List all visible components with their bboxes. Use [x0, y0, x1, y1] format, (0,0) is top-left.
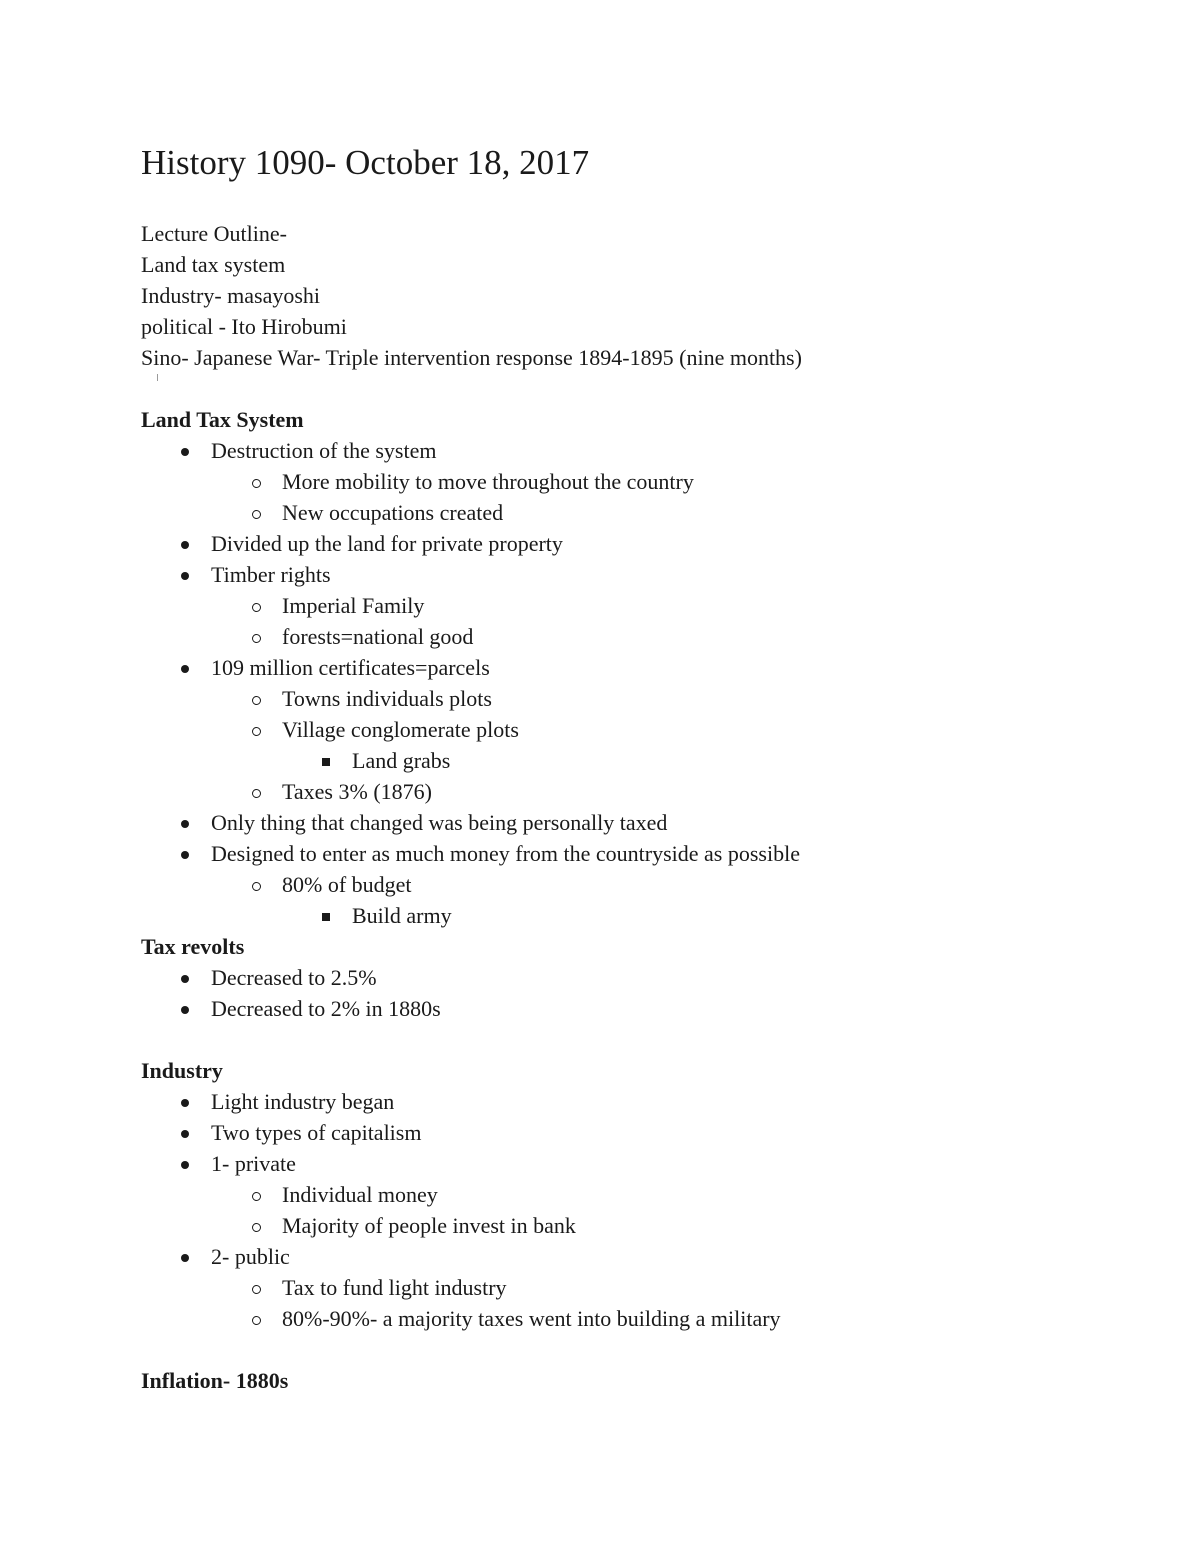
- outline-item: Land tax system: [141, 252, 286, 277]
- list-item: [141, 807, 1141, 838]
- list-item: [141, 466, 1141, 497]
- list-item: [141, 838, 1141, 869]
- document-body: [141, 218, 1141, 1396]
- list-item: [141, 900, 1141, 931]
- list-item-text: 80% of budget: [282, 872, 412, 897]
- list-item: [141, 1086, 1141, 1117]
- hollow-bullet-icon: [246, 497, 266, 528]
- list-item: [141, 1272, 1141, 1303]
- list-item: [141, 1117, 1141, 1148]
- list-item: [141, 435, 1141, 466]
- blank-line: [141, 373, 1141, 404]
- list-item-text: More mobility to move throughout the country: [282, 469, 694, 494]
- hollow-bullet-icon: [246, 1272, 266, 1303]
- list-item-text: Build army: [352, 903, 452, 928]
- list-item: [141, 1179, 1141, 1210]
- list-item-text: Individual money: [282, 1182, 438, 1207]
- outline-item: political - Ito Hirobumi: [141, 314, 347, 339]
- filled-bullet-icon: [175, 435, 195, 466]
- list-item: [141, 559, 1141, 590]
- list-item: [141, 962, 1141, 993]
- hollow-bullet-icon: [246, 1210, 266, 1241]
- section-heading-inflation: Inflation- 1880s: [141, 1368, 289, 1393]
- section-heading-tax-revolts: Tax revolts: [141, 934, 245, 959]
- filled-bullet-icon: [175, 962, 195, 993]
- list-item: [141, 652, 1141, 683]
- hollow-bullet-icon: [246, 1303, 266, 1334]
- hollow-bullet-icon: [246, 869, 266, 900]
- list-item: [141, 869, 1141, 900]
- blank-line: [141, 1024, 1141, 1055]
- filled-bullet-icon: [175, 1241, 195, 1272]
- list-item-text: Land grabs: [352, 748, 451, 773]
- hollow-bullet-icon: [246, 683, 266, 714]
- list-item-text: Decreased to 2.5%: [211, 965, 377, 990]
- list-item: [141, 497, 1141, 528]
- outline-item: Sino- Japanese War- Triple intervention response 1894-1895 (nine months): [141, 345, 802, 370]
- list-item-text: Taxes 3% (1876): [282, 779, 432, 804]
- list-item-text: Majority of people invest in bank: [282, 1213, 576, 1238]
- list-item-text: 1- private: [211, 1151, 296, 1176]
- filled-bullet-icon: [175, 528, 195, 559]
- section-heading-land-tax: Land Tax System: [141, 407, 304, 432]
- hollow-bullet-icon: [246, 1179, 266, 1210]
- list-item: [141, 1210, 1141, 1241]
- list-item-text: Village conglomerate plots: [282, 717, 519, 742]
- filled-bullet-icon: [175, 559, 195, 590]
- list-item: [141, 1303, 1141, 1334]
- list-item-text: Destruction of the system: [211, 438, 437, 463]
- list-item: [141, 745, 1141, 776]
- list-item: [141, 993, 1141, 1024]
- list-item-text: Timber rights: [211, 562, 331, 587]
- hollow-bullet-icon: [246, 590, 266, 621]
- list-item-text: Divided up the land for private property: [211, 531, 563, 556]
- list-item-text: Imperial Family: [282, 593, 425, 618]
- hollow-bullet-icon: [246, 714, 266, 745]
- list-item-text: Tax to fund light industry: [282, 1275, 507, 1300]
- square-bullet-icon: [316, 900, 336, 931]
- outline-item: Industry- masayoshi: [141, 283, 321, 308]
- list-item-text: forests=national good: [282, 624, 474, 649]
- filled-bullet-icon: [175, 652, 195, 683]
- filled-bullet-icon: [175, 838, 195, 869]
- filled-bullet-icon: [175, 1117, 195, 1148]
- outline-heading: Lecture Outline-: [141, 221, 287, 246]
- filled-bullet-icon: [175, 1086, 195, 1117]
- list-item-text: 80%-90%- a majority taxes went into building a military: [282, 1306, 781, 1331]
- section-heading-industry: Industry: [141, 1058, 223, 1083]
- list-item: [141, 1148, 1141, 1179]
- list-item: [141, 590, 1141, 621]
- document-title: History 1090- October 18, 2017: [141, 143, 590, 182]
- list-item-text: Decreased to 2% in 1880s: [211, 996, 441, 1021]
- list-item: [141, 714, 1141, 745]
- list-item: [141, 528, 1141, 559]
- square-bullet-icon: [316, 745, 336, 776]
- hollow-bullet-icon: [246, 621, 266, 652]
- list-item: [141, 1241, 1141, 1272]
- list-item-text: New occupations created: [282, 500, 504, 525]
- hollow-bullet-icon: [246, 466, 266, 497]
- hollow-bullet-icon: [246, 776, 266, 807]
- list-item-text: 109 million certificates=parcels: [211, 655, 490, 680]
- list-item-text: Designed to enter as much money from the countryside as possible: [211, 841, 800, 866]
- filled-bullet-icon: [175, 807, 195, 838]
- blank-line: [141, 1334, 1141, 1365]
- filled-bullet-icon: [175, 1148, 195, 1179]
- list-item-text: Two types of capitalism: [211, 1120, 422, 1145]
- list-item-text: 2- public: [211, 1244, 290, 1269]
- list-item: [141, 683, 1141, 714]
- list-item: [141, 776, 1141, 807]
- list-item-text: Light industry began: [211, 1089, 395, 1114]
- list-item: [141, 621, 1141, 652]
- filled-bullet-icon: [175, 993, 195, 1024]
- list-item-text: Only thing that changed was being personally taxed: [211, 810, 668, 835]
- list-item-text: Towns individuals plots: [282, 686, 492, 711]
